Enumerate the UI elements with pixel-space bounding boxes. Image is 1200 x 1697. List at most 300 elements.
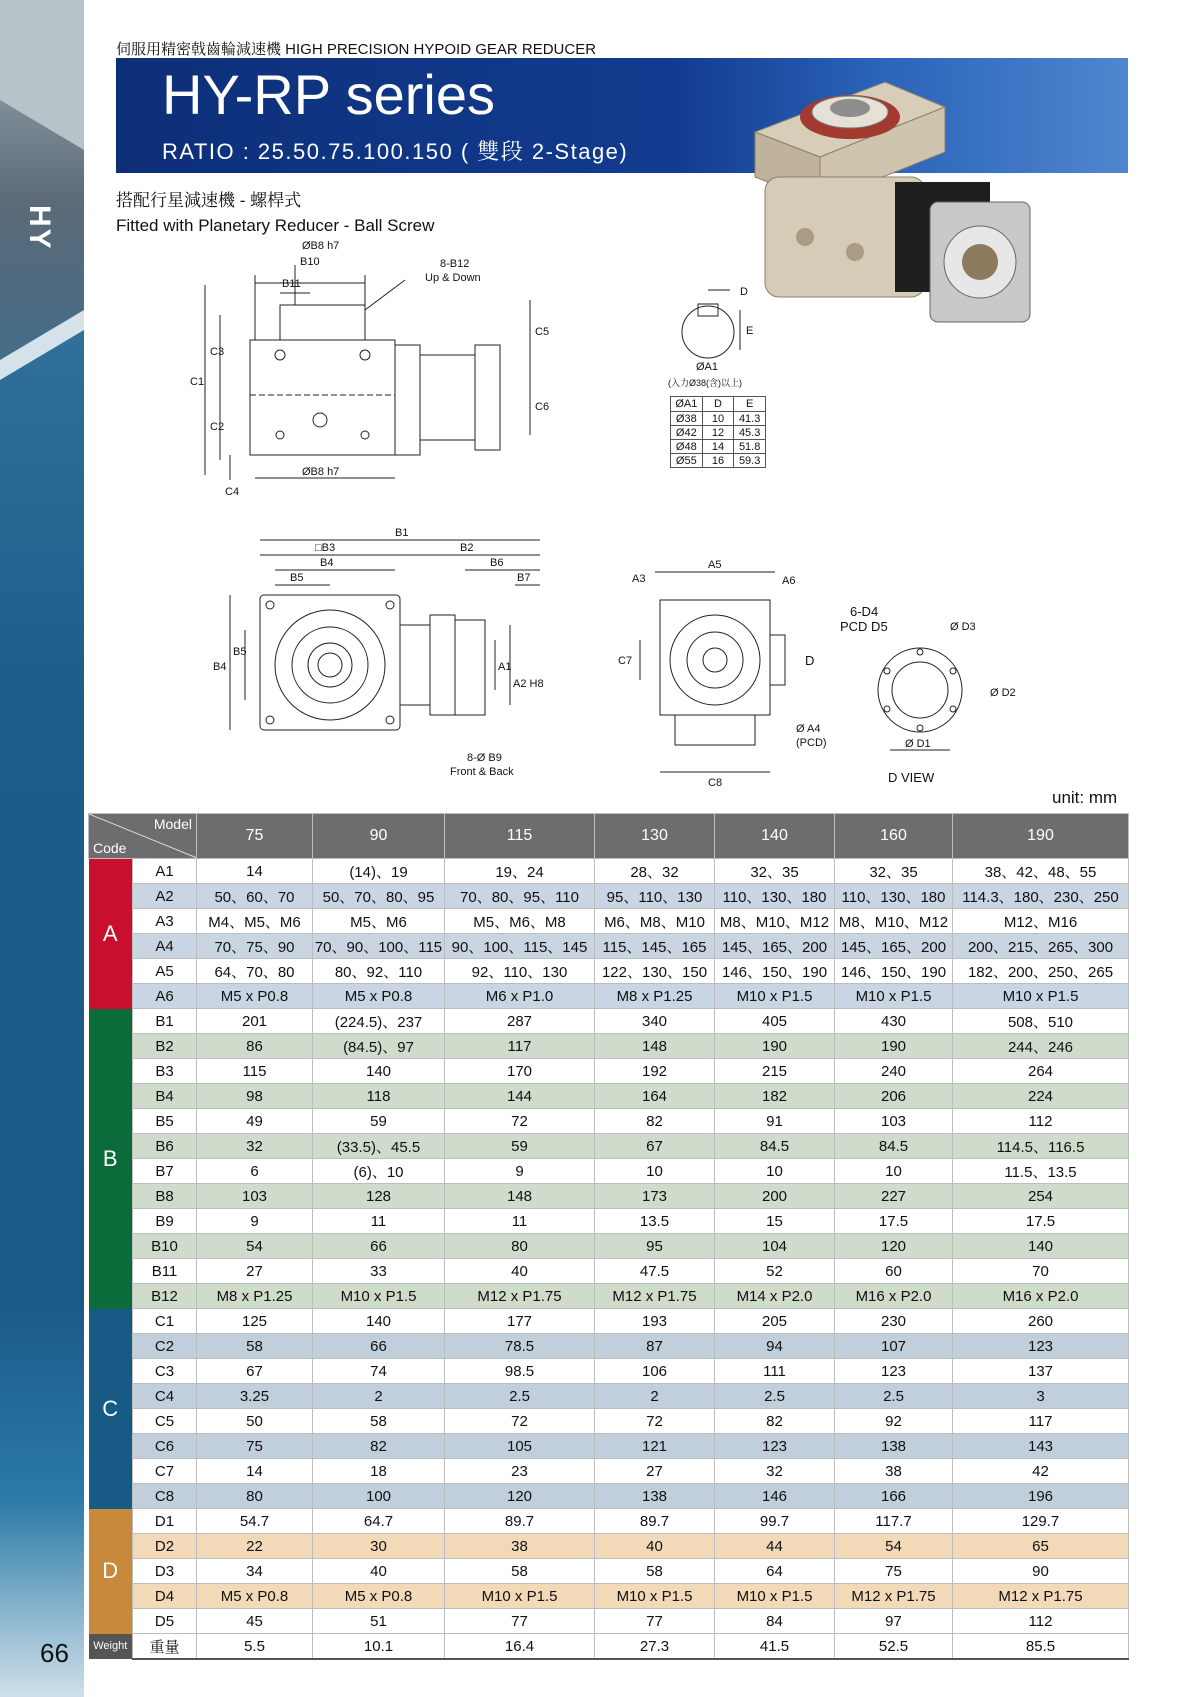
table-cell: 125 [197,1309,313,1334]
table-cell: 103 [197,1184,313,1209]
shaft-cell: 10 [702,412,734,426]
table-cell: 17.5 [835,1209,953,1234]
label-b5-vertical: B5 [233,646,247,658]
table-cell: 59 [313,1109,445,1134]
row-code: C5 [133,1409,197,1434]
table-cell: 122、130、150 [595,959,715,984]
shaft-cell: 12 [702,426,734,440]
table-cell: 10 [595,1159,715,1184]
table-cell: 123 [835,1359,953,1384]
table-cell: M12 x P1.75 [595,1284,715,1309]
table-cell: 118 [313,1084,445,1109]
top-view-drawing [205,525,565,785]
table-cell: 33 [313,1259,445,1284]
table-row [89,1484,1129,1509]
table-cell: 87 [595,1334,715,1359]
table-cell: M10 x P1.5 [835,984,953,1009]
table-cell: 146 [715,1484,835,1509]
shaft-cell: 51.8 [734,440,766,454]
label-a4-sub: (PCD) [796,737,827,749]
d-view-drawing [830,600,1050,790]
table-cell: 64.7 [313,1509,445,1534]
table-cell: M10 x P1.5 [313,1284,445,1309]
table-row [89,1434,1129,1459]
table-cell: M8、M10、M12 [715,909,835,934]
table-cell: 215 [715,1059,835,1084]
table-cell: 38、42、48、55 [953,859,1129,884]
top-caption: 伺服用精密戟齒輪減速機 HIGH PRECISION HYPOID GEAR REDUCER [116,41,597,58]
shaft-cell: 59.3 [734,454,766,468]
table-cell: M4、M5、M6 [197,909,313,934]
table-cell: 40 [313,1559,445,1584]
label-b12: 8-B12 [440,258,470,270]
table-cell: 51 [313,1609,445,1634]
table-cell: 11 [445,1209,595,1234]
label-c1: C1 [190,376,205,388]
table-cell: 340 [595,1009,715,1034]
table-cell: 80 [197,1484,313,1509]
table-row [89,1009,1129,1034]
table-cell: 66 [313,1234,445,1259]
row-code: A6 [133,984,197,1009]
shaft-label-d: D [740,286,748,298]
table-row [89,1259,1129,1284]
shaft-note: (入力Ø38(含)以上) [668,378,742,388]
table-cell: M12 x P1.75 [445,1284,595,1309]
row-code: B8 [133,1184,197,1209]
table-row [89,1109,1129,1134]
table-cell: 2.5 [715,1384,835,1409]
shaft-row [671,454,766,468]
table-cell: 114.3、180、230、250 [953,884,1129,909]
label-a3: A3 [632,573,646,585]
table-cell: M5 x P0.8 [313,984,445,1009]
row-code: B10 [133,1234,197,1259]
table-cell: 47.5 [595,1259,715,1284]
unit-label: unit: mm [1052,788,1118,807]
table-cell: 44 [715,1534,835,1559]
label-d5: PCD D5 [840,619,888,634]
table-cell: 128 [313,1184,445,1209]
label-c3: C3 [210,346,225,358]
label-a6: A6 [782,575,796,587]
table-cell: M5 x P0.8 [197,1584,313,1609]
label-c7: C7 [618,655,633,667]
row-code: A4 [133,934,197,959]
table-cell: 140 [313,1059,445,1084]
row-code: B4 [133,1084,197,1109]
table-cell: 264 [953,1059,1129,1084]
table-row [89,1459,1129,1484]
table-cell: 200 [715,1184,835,1209]
shaft-col: E [734,397,766,412]
table-cell: 121 [595,1434,715,1459]
table-cell: 143 [953,1434,1129,1459]
label-a5: A5 [708,560,722,571]
table-cell: 49 [197,1109,313,1134]
table-cell: 9 [197,1209,313,1234]
shaft-cell: 14 [702,440,734,454]
table-cell: 59 [445,1134,595,1159]
table-cell: 192 [595,1059,715,1084]
header-model: Model [153,816,192,832]
table-cell: 86 [197,1034,313,1059]
table-row [89,1034,1129,1059]
table-cell: 27 [197,1259,313,1284]
table-cell: 32 [715,1459,835,1484]
table-cell: 97 [835,1609,953,1634]
table-cell: 82 [715,1409,835,1434]
table-cell: 115 [197,1059,313,1084]
table-cell: 2.5 [445,1384,595,1409]
table-row [89,1359,1129,1384]
table-cell: 84.5 [715,1134,835,1159]
table-cell: 230 [835,1309,953,1334]
table-cell: 70、75、90 [197,934,313,959]
label-b4: B4 [320,557,334,569]
table-cell: 111 [715,1359,835,1384]
table-cell: 38 [835,1459,953,1484]
table-cell: 205 [715,1309,835,1334]
table-cell: M8 x P1.25 [197,1284,313,1309]
table-cell: 2 [313,1384,445,1409]
table-cell: 112 [953,1609,1129,1634]
table-cell: 65 [953,1534,1129,1559]
table-cell: 10 [835,1159,953,1184]
table-row [89,934,1129,959]
table-cell: 84 [715,1609,835,1634]
table-cell: 508、510 [953,1009,1129,1034]
table-cell: 90、100、115、145 [445,934,595,959]
table-cell: M10 x P1.5 [445,1584,595,1609]
row-code: C1 [133,1309,197,1334]
weight-cell: 52.5 [835,1634,953,1660]
table-cell: (84.5)、97 [313,1034,445,1059]
table-cell: 52 [715,1259,835,1284]
table-cell: M8、M10、M12 [835,909,953,934]
table-cell: 32、35 [715,859,835,884]
model-header: 130 [595,814,715,859]
table-cell: 84.5 [835,1134,953,1159]
table-cell: 82 [313,1434,445,1459]
table-cell: 405 [715,1009,835,1034]
table-cell: 75 [197,1434,313,1459]
shaft-cell: 16 [702,454,734,468]
front-view-drawing [190,235,610,515]
table-cell: 117.7 [835,1509,953,1534]
table-cell: 50 [197,1409,313,1434]
table-cell: 19、24 [445,859,595,884]
table-cell: 58 [595,1559,715,1584]
table-row [89,1609,1129,1634]
side-view-drawing [600,560,840,790]
row-code: C4 [133,1384,197,1409]
row-code: C3 [133,1359,197,1384]
table-cell: 430 [835,1009,953,1034]
label-b6: B6 [490,557,504,569]
shaft-col: ØA1 [671,397,703,412]
table-cell: M5、M6 [313,909,445,934]
row-code: C2 [133,1334,197,1359]
table-cell: 115、145、165 [595,934,715,959]
weight-cell: 27.3 [595,1634,715,1660]
table-cell: 67 [197,1359,313,1384]
table-cell: 138 [595,1484,715,1509]
table-cell: 23 [445,1459,595,1484]
table-cell: 138 [835,1434,953,1459]
table-cell: 58 [445,1559,595,1584]
shaft-label-e: E [746,325,754,337]
table-cell: 177 [445,1309,595,1334]
table-cell: 64 [715,1559,835,1584]
table-cell: 70、80、95、110 [445,884,595,909]
table-cell: M10 x P1.5 [715,984,835,1009]
table-cell: 80、92、110 [313,959,445,984]
table-cell: 72 [445,1409,595,1434]
table-cell: 105 [445,1434,595,1459]
label-b5: B5 [290,572,304,584]
shaft-cell: 41.3 [734,412,766,426]
table-cell: 103 [835,1109,953,1134]
label-b10: B10 [300,256,320,268]
table-cell: 200、215、265、300 [953,934,1129,959]
table-cell: M16 x P2.0 [835,1284,953,1309]
table-cell: 11.5、13.5 [953,1159,1129,1184]
table-cell: 196 [953,1484,1129,1509]
table-cell: 117 [445,1034,595,1059]
table-cell: 72 [595,1409,715,1434]
table-cell: 17.5 [953,1209,1129,1234]
table-cell: 107 [835,1334,953,1359]
shaft-cell: Ø42 [671,426,703,440]
table-row [89,1384,1129,1409]
row-code: B6 [133,1134,197,1159]
table-cell: 164 [595,1084,715,1109]
model-header: 140 [715,814,835,859]
table-cell: 58 [313,1409,445,1434]
table-cell: 99.7 [715,1509,835,1534]
table-cell: 98 [197,1084,313,1109]
table-cell: 34 [197,1559,313,1584]
group-label: A [89,859,133,1009]
table-cell: M10 x P1.5 [715,1584,835,1609]
label-c5: C5 [535,326,550,338]
row-code: B1 [133,1009,197,1034]
table-row [89,1059,1129,1084]
table-cell: 146、150、190 [715,959,835,984]
table-row [89,1159,1129,1184]
table-cell: 30 [313,1534,445,1559]
header-code: Code [93,840,127,856]
shaft-label-a1: ØA1 [696,361,719,373]
table-cell: 70、90、100、115 [313,934,445,959]
table-row [89,1084,1129,1109]
model-header: 115 [445,814,595,859]
table-cell: 2.5 [835,1384,953,1409]
table-cell: 18 [313,1459,445,1484]
table-cell: 91 [715,1109,835,1134]
shaft-cell: Ø55 [671,454,703,468]
table-cell: 140 [953,1234,1129,1259]
table-cell: 95、110、130 [595,884,715,909]
table-cell: M6、M8、M10 [595,909,715,934]
table-cell: 40 [595,1534,715,1559]
table-cell: 54.7 [197,1509,313,1534]
table-cell: 38 [445,1534,595,1559]
table-row [89,959,1129,984]
table-cell: M5 x P0.8 [197,984,313,1009]
table-row [89,909,1129,934]
label-b2: B2 [460,542,474,554]
table-cell: 110、130、180 [835,884,953,909]
table-cell: (224.5)、237 [313,1009,445,1034]
row-code: B2 [133,1034,197,1059]
group-label: D [89,1509,133,1634]
table-cell: M16 x P2.0 [953,1284,1129,1309]
table-cell: 190 [835,1034,953,1059]
row-code: B12 [133,1284,197,1309]
table-cell: 287 [445,1009,595,1034]
table-cell: 89.7 [445,1509,595,1534]
table-cell: 100 [313,1484,445,1509]
table-cell: 244、246 [953,1034,1129,1059]
label-a1: A1 [498,661,512,673]
table-row [89,1409,1129,1434]
page-title: HY-RP series [162,63,496,126]
table-cell: 148 [445,1184,595,1209]
subtitle-zh: 搭配行星減速機 - 螺桿式 [116,191,302,210]
label-a2: A2 H8 [513,678,544,690]
table-cell: 104 [715,1234,835,1259]
table-cell: 66 [313,1334,445,1359]
table-cell: 82 [595,1109,715,1134]
table-cell: 145、165、200 [715,934,835,959]
table-cell: 137 [953,1359,1129,1384]
label-c4: C4 [225,486,240,498]
table-cell: 112 [953,1109,1129,1134]
row-code: D4 [133,1584,197,1609]
table-cell: 28、32 [595,859,715,884]
label-c6: C6 [535,401,550,413]
table-cell: 182、200、250、265 [953,959,1129,984]
table-cell: 40 [445,1259,595,1284]
table-cell: 144 [445,1084,595,1109]
table-cell: 94 [715,1334,835,1359]
table-cell: 193 [595,1309,715,1334]
table-cell: 14 [197,1459,313,1484]
shaft-row [671,440,766,454]
table-cell: 240 [835,1059,953,1084]
label-b8-bottom: ØB8 h7 [302,466,340,478]
label-b11: B11 [282,278,301,290]
table-cell: 6 [197,1159,313,1184]
row-code: B11 [133,1259,197,1284]
table-cell: M8 x P1.25 [595,984,715,1009]
table-cell: 3.25 [197,1384,313,1409]
label-b1: B1 [395,527,409,539]
table-row [89,1584,1129,1609]
row-code: D3 [133,1559,197,1584]
table-cell: 89.7 [595,1509,715,1534]
table-row [89,884,1129,909]
weight-cell: 85.5 [953,1634,1129,1660]
table-cell: 224 [953,1084,1129,1109]
table-cell: 98.5 [445,1359,595,1384]
table-cell: 45 [197,1609,313,1634]
row-code: C7 [133,1459,197,1484]
table-cell: M10 x P1.5 [953,984,1129,1009]
table-cell: 60 [835,1259,953,1284]
weight-cell: 10.1 [313,1634,445,1660]
table-cell: 77 [595,1609,715,1634]
table-cell: 166 [835,1484,953,1509]
table-cell: 64、70、80 [197,959,313,984]
table-row [89,1284,1129,1309]
table-cell: 15 [715,1209,835,1234]
table-cell: 190 [715,1034,835,1059]
model-header: 160 [835,814,953,859]
table-row [89,1334,1129,1359]
label-c8: C8 [708,777,723,789]
group-label: B [89,1009,133,1309]
table-cell: 80 [445,1234,595,1259]
table-cell: 170 [445,1059,595,1084]
weight-row [89,1634,1129,1660]
table-row [89,984,1129,1009]
row-code: A1 [133,859,197,884]
label-b9-sub: Front & Back [450,766,514,778]
spec-table [88,813,1129,1660]
table-cell: 92 [835,1409,953,1434]
table-cell: 74 [313,1359,445,1384]
table-cell: 106 [595,1359,715,1384]
shaft-row [671,412,766,426]
table-cell: 13.5 [595,1209,715,1234]
row-code: A3 [133,909,197,934]
table-cell: 120 [835,1234,953,1259]
table-row [89,1234,1129,1259]
row-code: D2 [133,1534,197,1559]
table-cell: M12 x P1.75 [953,1584,1129,1609]
label-b12-sub: Up & Down [425,272,481,284]
label-c2: C2 [210,421,225,433]
label-b4-vertical: B4 [213,661,227,673]
table-cell: 10 [715,1159,835,1184]
label-d-view: D VIEW [888,770,935,785]
table-cell: 9 [445,1159,595,1184]
table-cell: 78.5 [445,1334,595,1359]
table-cell: (33.5)、45.5 [313,1134,445,1159]
table-cell: 95 [595,1234,715,1259]
page-number: 66 [40,1638,69,1668]
table-cell: 92、110、130 [445,959,595,984]
table-cell: 11 [313,1209,445,1234]
row-code: B9 [133,1209,197,1234]
table-cell: 140 [313,1309,445,1334]
table-cell: 50、70、80、95 [313,884,445,909]
table-cell: 32、35 [835,859,953,884]
table-cell: 58 [197,1334,313,1359]
table-cell: 75 [835,1559,953,1584]
table-row [89,1134,1129,1159]
shaft-cell: 45.3 [734,426,766,440]
table-cell: 123 [953,1334,1129,1359]
weight-cell: 16.4 [445,1634,595,1660]
table-cell: 260 [953,1309,1129,1334]
model-header: 75 [197,814,313,859]
shaft-cell: Ø48 [671,440,703,454]
table-cell: 201 [197,1009,313,1034]
